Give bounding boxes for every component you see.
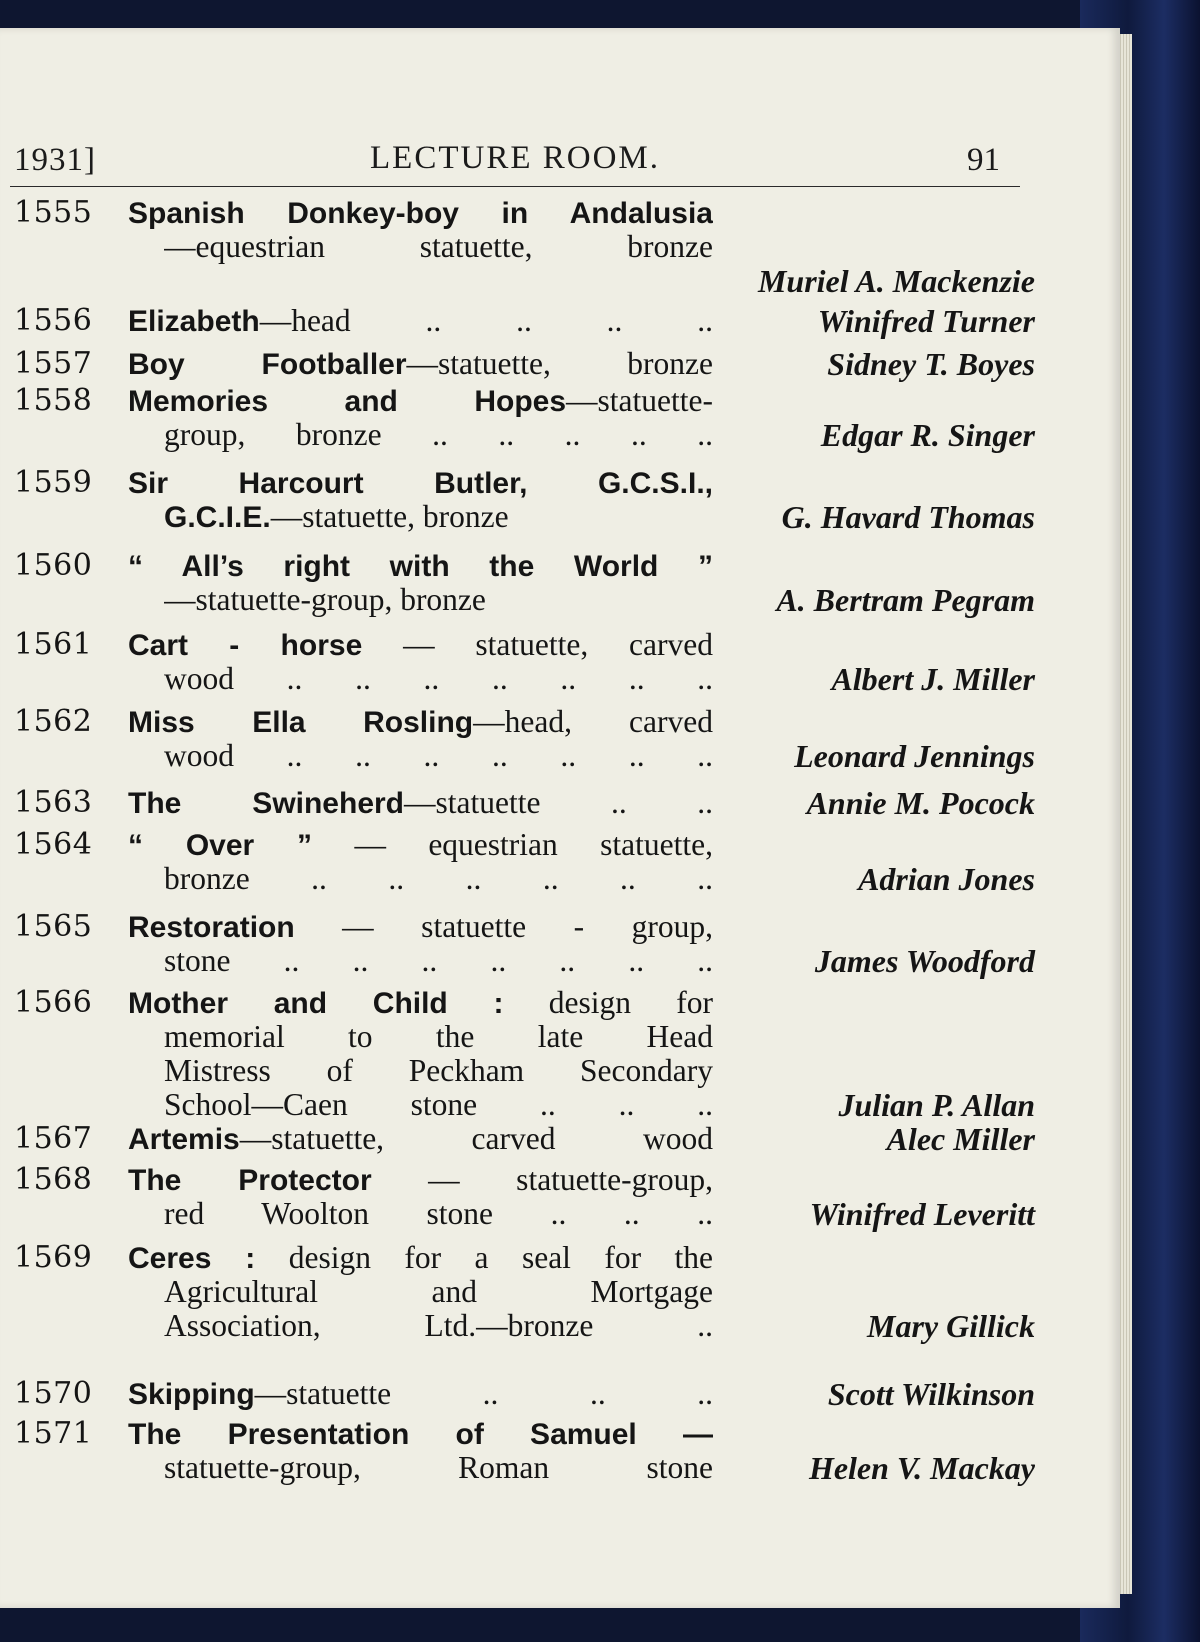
entry-detail: —statuette- (566, 384, 713, 418)
entry-title: “ All’s right with the World ” (128, 550, 713, 583)
entry-description-line (128, 1163, 713, 1197)
entry-detail: wood .. .. .. .. .. .. .. (164, 662, 713, 696)
entry-title: Restoration (128, 911, 295, 944)
entry-description-line (128, 828, 713, 862)
entry-description-line (128, 384, 713, 418)
entry-number: 1564 (14, 827, 93, 862)
entry-title: Elizabeth (128, 305, 260, 338)
entry-detail: Agricultural and Mortgage (164, 1275, 713, 1309)
entry-number: 1555 (14, 195, 93, 230)
entry-title: The Presentation of Samuel — (128, 1418, 713, 1451)
entry-detail: — equestrian statuette, (312, 828, 713, 862)
entry-number: 1569 (14, 1240, 93, 1275)
page-number: 91 (967, 142, 1000, 178)
entry-title: The Protector (128, 1164, 372, 1197)
entry-description-line (128, 196, 713, 230)
entry-detail: design for (503, 986, 713, 1020)
artist-name: Annie M. Pocock (806, 785, 1035, 821)
entry-number: 1560 (14, 548, 93, 583)
entry-description-line (164, 1054, 713, 1088)
entry-detail: bronze .. .. .. .. .. .. (164, 862, 713, 896)
entry-title: Ceres : (128, 1242, 256, 1275)
artist-name: Mary Gillick (867, 1308, 1035, 1344)
catalogue-page (0, 28, 1120, 1608)
entry-detail: — statuette, carved (362, 628, 713, 662)
entry-description-line (164, 230, 713, 264)
entry-detail: —statuette .. .. (404, 786, 713, 820)
entry-detail: Association, Ltd.—bronze .. (164, 1309, 713, 1343)
entry-number: 1567 (14, 1121, 93, 1156)
entry-title: The Swineherd (128, 787, 405, 820)
artist-name: Leonard Jennings (794, 738, 1035, 774)
entry-title: Memories and Hopes (128, 385, 567, 418)
entry-detail: memorial to the late Head (164, 1020, 713, 1054)
entry-description-line (128, 549, 713, 583)
entry-description-line (164, 1275, 713, 1309)
entry-description-line (164, 500, 713, 534)
entry-description-line (128, 347, 713, 381)
entry-description-line (128, 628, 713, 662)
entry-description-line (164, 862, 713, 896)
entry-detail: —head, carved (473, 705, 713, 739)
entry-description-line (128, 986, 713, 1020)
artist-name: Julian P. Allan (838, 1087, 1035, 1123)
entry-description-line (164, 583, 713, 617)
entry-description-line (164, 1451, 713, 1485)
entry-title: Boy Footballer (128, 348, 407, 381)
entry-detail: —statuette-group, bronze (164, 583, 486, 617)
entry-detail: design for a seal for the (255, 1241, 713, 1275)
running-head-year: 1931] (14, 142, 96, 178)
entry-detail: group, bronze .. .. .. .. .. (164, 418, 713, 452)
entry-detail: —statuette, bronze (270, 500, 509, 534)
entry-detail: stone .. .. .. .. .. .. .. (164, 944, 713, 978)
entry-number: 1556 (14, 303, 93, 338)
entry-detail: —head .. .. .. .. (259, 304, 713, 338)
entry-description-line (164, 662, 713, 696)
entry-number: 1562 (14, 704, 93, 739)
entry-number: 1563 (14, 785, 93, 820)
entry-detail: statuette-group, Roman stone (164, 1451, 713, 1485)
entry-number: 1565 (14, 909, 93, 944)
artist-name: Sidney T. Boyes (827, 346, 1035, 382)
entry-number: 1561 (14, 627, 93, 662)
entry-number: 1557 (14, 346, 93, 381)
entry-description-line (164, 418, 713, 452)
entry-detail: — statuette-group, (371, 1163, 713, 1197)
entry-title: Spanish Donkey-boy in Andalusia (128, 197, 713, 230)
entry-title: Cart - horse (128, 629, 363, 662)
entry-description-line (128, 304, 713, 338)
entry-detail: —equestrian statuette, bronze (164, 230, 713, 264)
entry-description-line (128, 1122, 713, 1156)
entry-description-line (128, 910, 713, 944)
entry-number: 1566 (14, 985, 93, 1020)
entry-title: G.C.I.E. (164, 501, 271, 534)
entry-number: 1558 (14, 383, 93, 418)
entry-detail: —statuette, bronze (406, 347, 713, 381)
artist-name: Winifred Turner (817, 303, 1035, 339)
entry-description-line (164, 1197, 713, 1231)
artist-name: Scott Wilkinson (827, 1376, 1035, 1412)
artist-name: G. Havard Thomas (781, 499, 1035, 535)
artist-name: Muriel A. Mackenzie (757, 263, 1035, 299)
entry-description-line (164, 1309, 713, 1343)
entry-description-line (128, 466, 713, 500)
artist-name: A. Bertram Pegram (776, 582, 1035, 618)
entry-number: 1568 (14, 1162, 93, 1197)
entry-description-line (164, 944, 713, 978)
entry-title: Miss Ella Rosling (128, 706, 474, 739)
artist-name: Edgar R. Singer (820, 417, 1035, 453)
entry-title: “ Over ” (128, 829, 313, 862)
entry-detail: red Woolton stone .. .. .. (164, 1197, 713, 1231)
entry-detail: Mistress of Peckham Secondary (164, 1054, 713, 1088)
entry-title: Skipping (128, 1378, 255, 1411)
entry-description-line (164, 1088, 713, 1122)
entry-description-line (128, 1377, 713, 1411)
artist-name: Albert J. Miller (831, 661, 1035, 697)
entry-number: 1559 (14, 465, 93, 500)
entry-title: Sir Harcourt Butler, G.C.S.I., (128, 467, 713, 500)
entry-number: 1571 (14, 1416, 93, 1451)
entry-description-line (164, 1020, 713, 1054)
entry-detail: — statuette - group, (294, 910, 713, 944)
entry-description-line (128, 786, 713, 820)
entry-title: Mother and Child : (128, 987, 504, 1020)
artist-name: Alec Miller (886, 1121, 1035, 1157)
artist-name: Winifred Leveritt (809, 1196, 1035, 1232)
entry-description-line (128, 1241, 713, 1275)
entry-description-line (128, 705, 713, 739)
entry-description-line (164, 739, 713, 773)
entry-number: 1570 (14, 1376, 93, 1411)
artist-name: Adrian Jones (858, 861, 1035, 897)
entry-detail: School—Caen stone .. .. .. (164, 1088, 713, 1122)
running-head (10, 136, 1020, 187)
entry-description-line (164, 264, 713, 298)
entry-title: Artemis (128, 1123, 240, 1156)
entry-detail: wood .. .. .. .. .. .. .. (164, 739, 713, 773)
entry-description-line (128, 1417, 713, 1451)
entry-detail: —statuette, carved wood (239, 1122, 713, 1156)
artist-name: James Woodford (814, 943, 1035, 979)
entry-detail: —statuette .. .. .. (254, 1377, 713, 1411)
running-head-title: LECTURE ROOM. (370, 140, 660, 176)
artist-name: Helen V. Mackay (808, 1450, 1035, 1486)
